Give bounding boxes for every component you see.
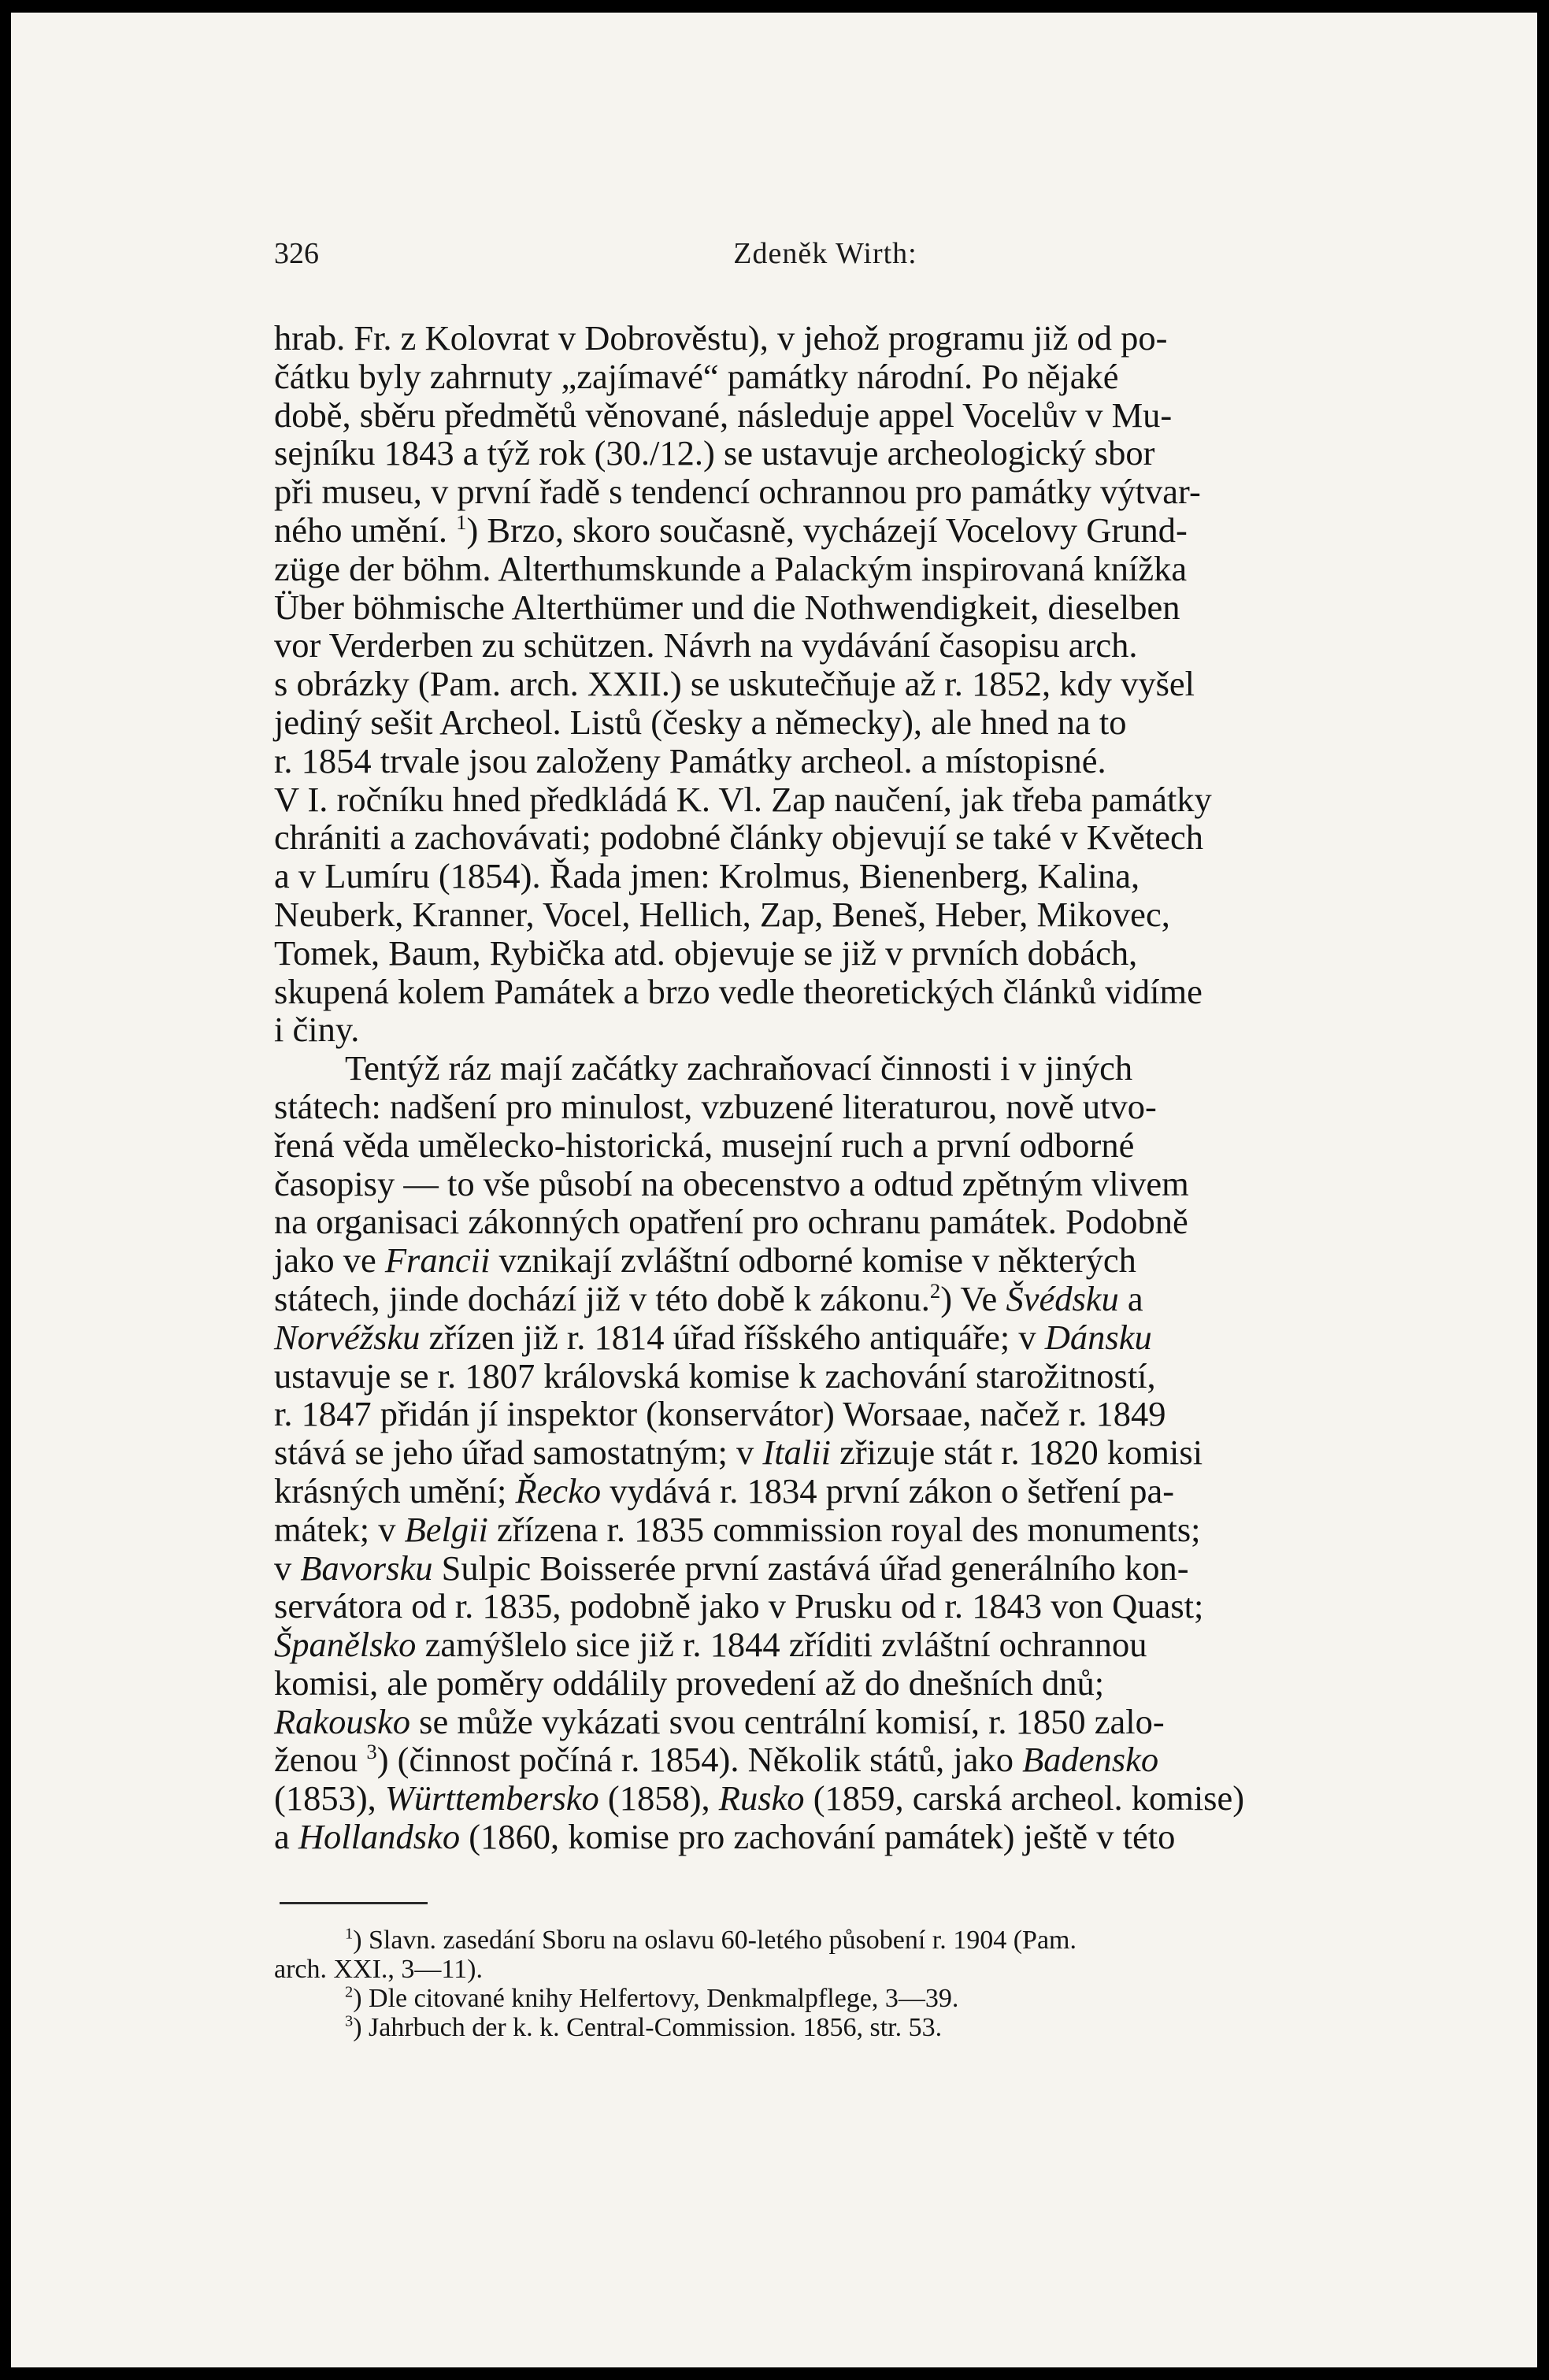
footnote-marker: 2 — [929, 1279, 941, 1303]
text-run: při museu, v první řadě s tendencí ochrannou pro památky výtvar- — [274, 472, 1201, 512]
text-run: chrániti a zachovávati; podobné články objevují se také v Květech — [274, 817, 1204, 858]
text-run: (1860, komise pro zachování památek) ještě v této — [460, 1817, 1176, 1857]
body-line — [274, 1587, 1377, 1626]
text-run: s obrázky (Pam. arch. XXII.) se uskutečňuje až r. 1852, kdy vyšel — [274, 664, 1195, 704]
body-line — [274, 434, 1377, 473]
running-head: Zdeněk Wirth: — [733, 237, 917, 270]
body-line — [274, 1511, 1377, 1549]
footnote-marker: 3 — [345, 2012, 354, 2030]
footnotes — [274, 1926, 1377, 2042]
text-run: a v Lumíru (1854). Řada jmen: Krolmus, Bienenberg, Kalina, — [274, 856, 1140, 896]
body-line — [274, 857, 1377, 895]
body-line — [274, 1703, 1377, 1741]
text-run: i činy. — [274, 1010, 360, 1050]
footnote-marker: 3 — [366, 1740, 377, 1764]
body-line — [274, 1049, 1377, 1088]
body-line — [274, 1126, 1377, 1165]
body-line — [274, 1280, 1377, 1318]
body-line — [274, 1010, 1377, 1049]
text-run: ) Dle citované knihy Helfertovy, Denkmalpflege, 3—39. — [353, 1984, 959, 2013]
italic-text: Rusko — [718, 1778, 805, 1818]
footnote-line — [274, 1955, 1377, 1984]
text-run: státech, jinde dochází již v této době k zákonu. — [274, 1278, 930, 1318]
text-run: V I. ročníku hned předkládá K. Vl. Zap naučení, jak třeba památky — [274, 779, 1212, 819]
body-line — [274, 780, 1377, 819]
body-line — [274, 511, 1377, 550]
text-run: krásných umění; — [274, 1470, 516, 1511]
page-number: 326 — [274, 237, 319, 270]
text-run: zřízena r. 1835 commission royal des monuments; — [487, 1509, 1201, 1549]
text-run: na organisaci zákonných opatření pro ochranu památek. Podobně — [274, 1202, 1188, 1242]
body-line — [274, 1165, 1377, 1203]
text-run: vydává r. 1834 první zákon o šetření pa- — [601, 1470, 1175, 1511]
text-run: ustavuje se r. 1807 královská komise k zachování starožitností, — [274, 1355, 1156, 1396]
text-run: řená věda umělecko-historická, musejní ruch a první odborné — [274, 1125, 1135, 1165]
body-line — [274, 1664, 1377, 1703]
text-run: jako ve — [274, 1240, 385, 1281]
body-line — [274, 1549, 1377, 1588]
body-line — [274, 473, 1377, 511]
text-run: stává se jeho úřad samostatným; v — [274, 1433, 763, 1473]
text-run: ženou — [274, 1740, 367, 1780]
text-run: zamýšlelo sice již r. 1844 zříditi zvláštní ochrannou — [416, 1625, 1147, 1665]
text-run: jediný sešit Archeol. Listů (česky a německy), ale hned na to — [274, 702, 1127, 742]
text-run: ) (činnost počíná r. 1854). Několik států, jako — [376, 1740, 1023, 1780]
body-line — [274, 626, 1377, 665]
text-run: časopisy — to vše působí na obecenstvo a odtud zpětným vlivem — [274, 1163, 1189, 1203]
text-run: mátek; v — [274, 1509, 405, 1549]
body-text — [274, 319, 1377, 1856]
text-run: zřizuje stát r. 1820 komisi — [830, 1433, 1203, 1473]
body-line — [274, 1241, 1377, 1280]
text-run: a — [274, 1817, 298, 1857]
body-line — [274, 1357, 1377, 1396]
italic-text: Španělsko — [274, 1625, 417, 1665]
footnote-line — [274, 1984, 1377, 2013]
text-run: době, sběru předmětů věnované, následuje appel Vocelův v Mu- — [274, 395, 1173, 435]
page-header — [274, 236, 1377, 284]
text-run: komisi, ale poměry oddálily provedení až do dnešních dnů; — [274, 1663, 1105, 1703]
text-run: sejníku 1843 a týž rok (30./12.) se ustavuje archeologický sbor — [274, 433, 1155, 473]
body-line — [274, 1203, 1377, 1241]
text-run: arch. XXI., 3—11). — [274, 1955, 483, 1984]
text-run: r. 1854 trvale jsou založeny Památky archeol. a místopisné. — [274, 740, 1106, 780]
italic-text: Belgii — [404, 1509, 488, 1549]
text-run: ného umění. — [274, 510, 457, 550]
text-run: Sulpic Boisserée první zastává úřad generálního kon- — [432, 1548, 1189, 1588]
text-run: (1853), — [274, 1778, 385, 1818]
text-run: ) Brzo, skoro současně, vycházejí Vocelovy Grund- — [466, 510, 1188, 550]
italic-text: Bavorsku — [300, 1548, 433, 1588]
body-line — [274, 358, 1377, 396]
italic-text: Württembersko — [384, 1778, 599, 1818]
italic-text: Hollandsko — [298, 1817, 461, 1857]
body-line — [274, 1395, 1377, 1433]
body-line — [274, 1472, 1377, 1511]
body-line — [274, 1818, 1377, 1856]
italic-text: Francii — [384, 1240, 491, 1281]
text-run: servátora od r. 1835, podobně jako v Prusku od r. 1843 von Quast; — [274, 1586, 1204, 1626]
text-run: Tentýž ráz mají začátky zachraňovací činnosti i v jiných — [345, 1048, 1133, 1088]
footnote-marker: 2 — [345, 1983, 354, 2001]
text-run: a — [1118, 1278, 1143, 1318]
text-run: vor Verderben zu schützen. Návrh na vydávání časopisu arch. — [274, 625, 1138, 665]
text-run: zřízen již r. 1814 úřad říšského antiquáře; v — [420, 1317, 1045, 1357]
footnote-line — [274, 1926, 1377, 1955]
text-run: čátku byly zahrnuty „zajímavé“ památky národní. Po nějaké — [274, 356, 1119, 396]
italic-text: Italii — [762, 1433, 831, 1473]
text-run: v — [274, 1548, 301, 1588]
body-line — [274, 895, 1377, 934]
body-line — [274, 665, 1377, 703]
body-line — [274, 1626, 1377, 1664]
italic-text: Švédsku — [1006, 1278, 1119, 1318]
body-line — [274, 934, 1377, 973]
text-run: Tomek, Baum, Rybička atd. objevuje se již v prvních dobách, — [274, 932, 1138, 973]
text-run: státech: nadšení pro minulost, vzbuzené literaturou, nově utvo- — [274, 1086, 1157, 1126]
text-run: Neuberk, Kranner, Vocel, Hellich, Zap, Beneš, Heber, Mikovec, — [274, 894, 1170, 934]
text-run: ) Jahrbuch der k. k. Central-Commission. 1856, str. 53. — [353, 2013, 943, 2042]
body-line — [274, 1433, 1377, 1472]
italic-text: Rakousko — [274, 1701, 411, 1741]
body-line — [274, 1088, 1377, 1126]
text-run: hrab. Fr. z Kolovrat v Dobrověstu), v jehož programu již od po- — [274, 318, 1168, 358]
text-run: Über böhmische Alterthümer und die Nothwendigkeit, dieselben — [274, 587, 1180, 627]
text-run: züge der böhm. Alterthumskunde a Palackým inspirovaná knížka — [274, 548, 1188, 588]
text-run: skupená kolem Památek a brzo vedle theoretických článků vidíme — [274, 971, 1203, 1011]
footnote-line — [274, 2013, 1377, 2042]
text-run: ) Ve — [940, 1278, 1006, 1318]
text-run: ) Slavn. zasedání Sboru na oslavu 60-letého působení r. 1904 (Pam. — [353, 1926, 1077, 1955]
italic-text: Řecko — [515, 1470, 602, 1511]
italic-text: Norvéžsku — [274, 1317, 421, 1357]
body-line — [274, 742, 1377, 780]
italic-text: Badensko — [1022, 1740, 1159, 1780]
text-run: se může vykázati svou centrální komisí, r. 1850 zalo- — [410, 1701, 1165, 1741]
body-line — [274, 1779, 1377, 1818]
body-line — [274, 396, 1377, 435]
text-run: vznikají zvláštní odborné komise v některých — [490, 1240, 1136, 1281]
text-run: (1858), — [598, 1778, 719, 1818]
body-line — [274, 818, 1377, 857]
text-run: r. 1847 přidán jí inspektor (konservátor) Worsaae, načež r. 1849 — [274, 1394, 1166, 1434]
text-run: (1859, carská archeol. komise) — [804, 1778, 1245, 1818]
body-line — [274, 1318, 1377, 1357]
body-line — [274, 550, 1377, 588]
body-line — [274, 703, 1377, 742]
footnote-marker: 1 — [456, 510, 467, 535]
italic-text: Dánsku — [1044, 1317, 1152, 1357]
body-line — [274, 973, 1377, 1011]
body-line — [274, 588, 1377, 627]
body-line — [274, 319, 1377, 358]
footnote-rule — [280, 1902, 428, 1904]
footnote-marker: 1 — [345, 1925, 354, 1943]
body-line — [274, 1741, 1377, 1779]
